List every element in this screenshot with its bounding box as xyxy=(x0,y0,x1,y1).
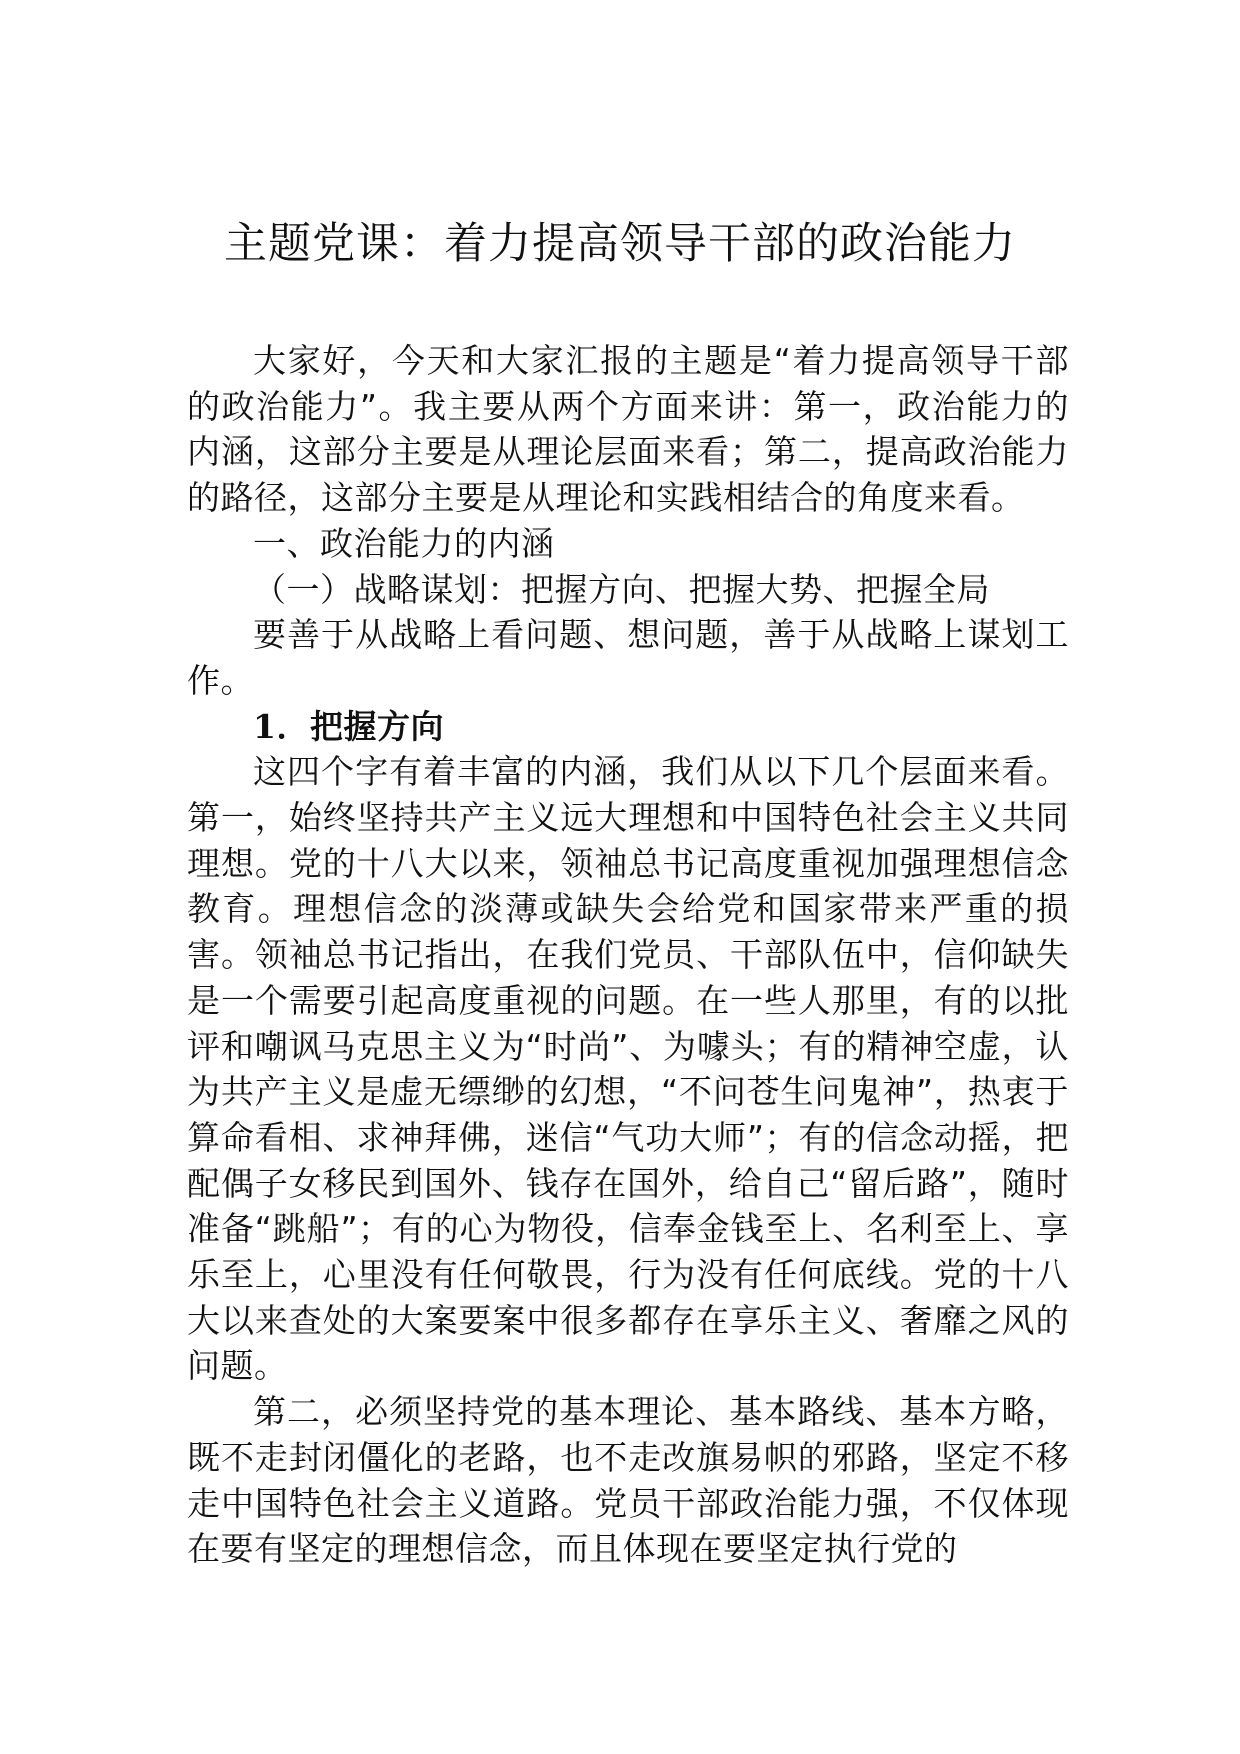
point-paragraph-2: 第二，必须坚持党的基本理论、基本路线、基本方略，既不走封闭僵化的老路，也不走改旗易帜的邪路，坚定不移走中国特色社会主义道路。党员干部政治能力强，不仅体现在要有坚定的理想信念，而且体现在要坚定执行党的 xyxy=(187,1392,1069,1569)
subsection-heading: （一）战略谋划：把握方向、把握大势、把握全局 xyxy=(253,569,990,609)
document-body xyxy=(187,338,1069,1572)
point-heading xyxy=(187,704,1069,750)
point-number: 1． xyxy=(253,706,310,746)
point-title: 把握方向 xyxy=(309,706,444,746)
section-heading: 一、政治能力的内涵 xyxy=(253,523,555,563)
point-paragraph: 这四个字有着丰富的内涵，我们从以下几个层面来看。第一，始终坚持共产主义远大理想和中国特色社会主义共同理想。党的十八大以来，领袖总书记高度重视加强理想信念教育。理想信念的淡薄或缺失会给党和国家带来严重的损害。领袖总书记指出，在我们党员、干部队伍中，信仰缺失是一个需要引起高度重视的问题。在一些人那里，有的以批评和嘲讽马克思主义为“时尚”、为噱头；有的精神空虚，认为共产主义是虚无缥缈的幻想，“不问苍生问鬼神”，热衷于算命看相、求神拜佛，迷信“气功大师”；有的信念动摇，把配偶子女移民到国外、钱存在国外，给自己“留后路”，随时准备“跳船”；有的心为物役，信奉金钱至上、名利至上、享乐至上，心里没有任何敬畏，行为没有任何底线。党的十八大以来查处的大案要案中很多都存在享乐主义、奢靡之风的问题。 xyxy=(187,752,1069,1386)
subsection-paragraph: 要善于从战略上看问题、想问题，善于从战略上谋划工作。 xyxy=(187,615,1069,700)
document-title: 主题党课：着力提高领导干部的政治能力 xyxy=(224,219,1016,269)
intro-paragraph: 大家好，今天和大家汇报的主题是“着力提高领导干部的政治能力”。我主要从两个方面来讲：第一，政治能力的内涵，这部分主要是从理论层面来看；第二，提高政治能力的路径，这部分主要是从理论和实践相结合的角度来看。 xyxy=(187,341,1069,518)
